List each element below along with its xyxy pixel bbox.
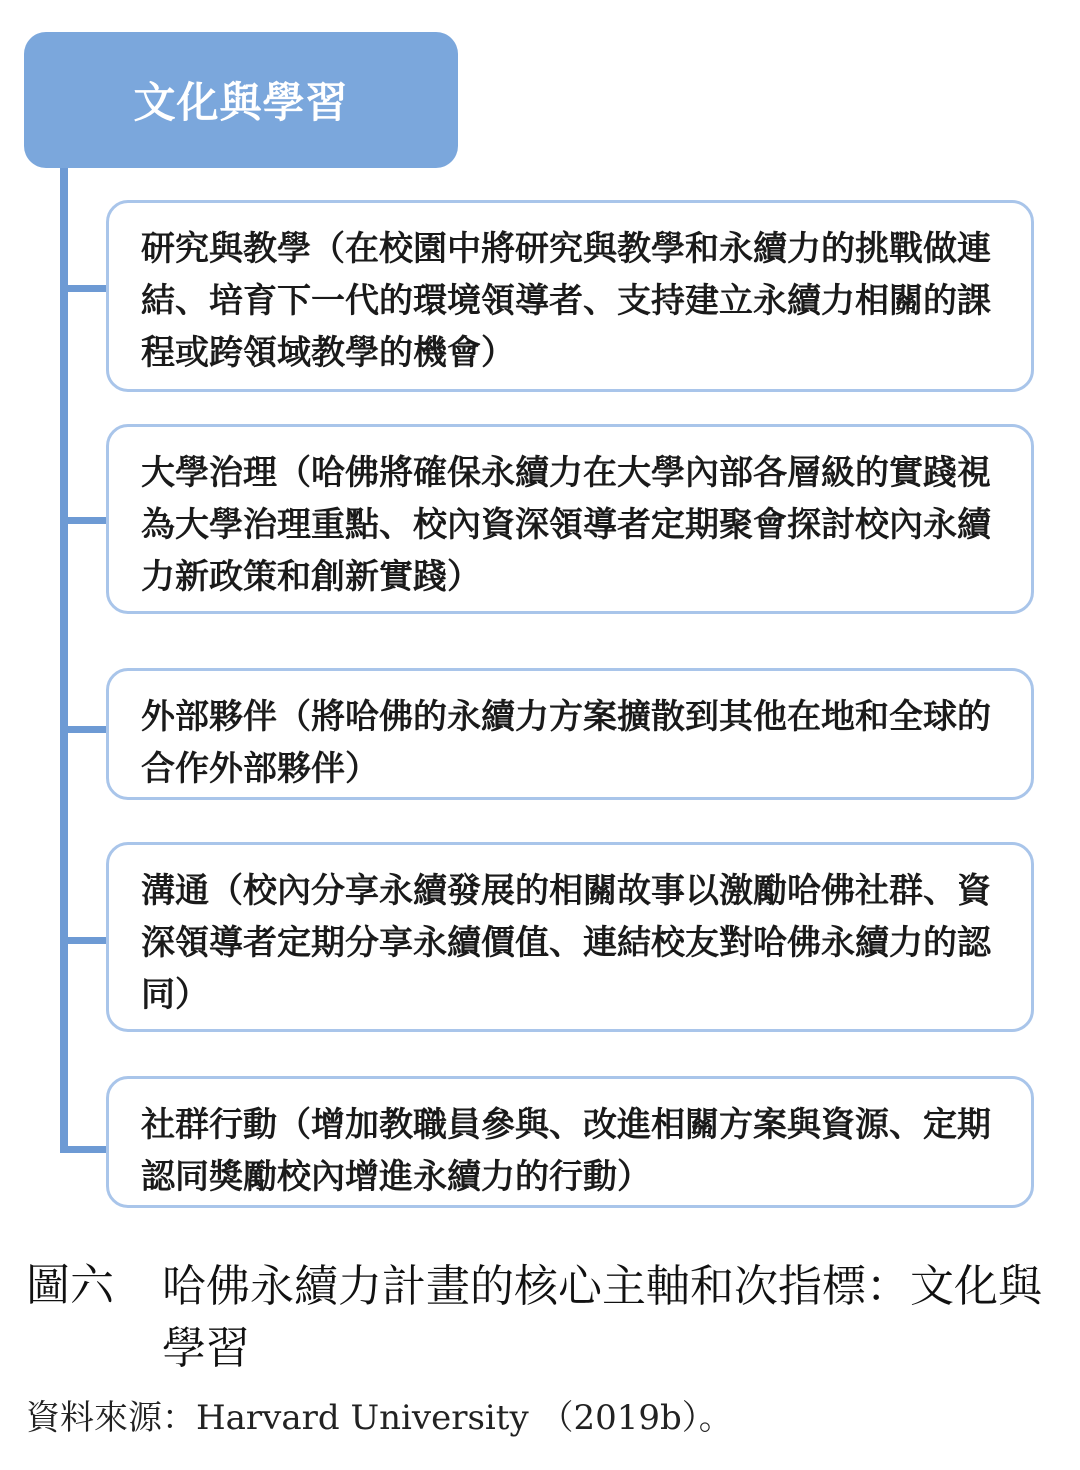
child-node-text: 社群行動（增加教職員參與、改進相關方案與資源、定期認同獎勵校內增進永續力的行動） [141, 1105, 991, 1197]
connector-branch-2 [60, 517, 108, 524]
child-node-text: 研究與教學（在校園中將研究與教學和永續力的挑戰做連結、培育下一代的環境領導者、支持建立永續力相關的課程或跨領域教學的機會） [141, 229, 991, 373]
root-node-label: 文化與學習 [133, 78, 349, 127]
connector-branch-1 [60, 285, 108, 292]
child-node-text: 溝通（校內分享永續發展的相關故事以激勵哈佛社群、資深領導者定期分享永續價值、連結校友對哈佛永續力的認同） [141, 871, 991, 1015]
child-node-research-teaching [106, 200, 1034, 392]
source-note: 資料來源：Harvard University （2019b）。 [26, 1398, 733, 1438]
child-node-communication [106, 842, 1034, 1032]
connector-branch-3 [60, 726, 108, 733]
child-node-governance [106, 424, 1034, 614]
connector-branch-5 [60, 1146, 108, 1153]
child-node-text: 外部夥伴（將哈佛的永續力方案擴散到其他在地和全球的合作外部夥伴） [141, 697, 991, 789]
root-node [24, 32, 458, 168]
figure-title: 哈佛永續力計畫的核心主軸和次指標：文化與學習 [162, 1261, 1042, 1374]
child-node-external-partners [106, 668, 1034, 800]
connector-trunk [60, 168, 68, 1153]
connector-branch-4 [60, 937, 108, 944]
child-node-community-action [106, 1076, 1034, 1208]
child-node-text: 大學治理（哈佛將確保永續力在大學內部各層級的實踐視為大學治理重點、校內資深領導者定期聚會探討校內永續力新政策和創新實踐） [141, 453, 991, 597]
figure-number: 圖六 [26, 1260, 114, 1311]
